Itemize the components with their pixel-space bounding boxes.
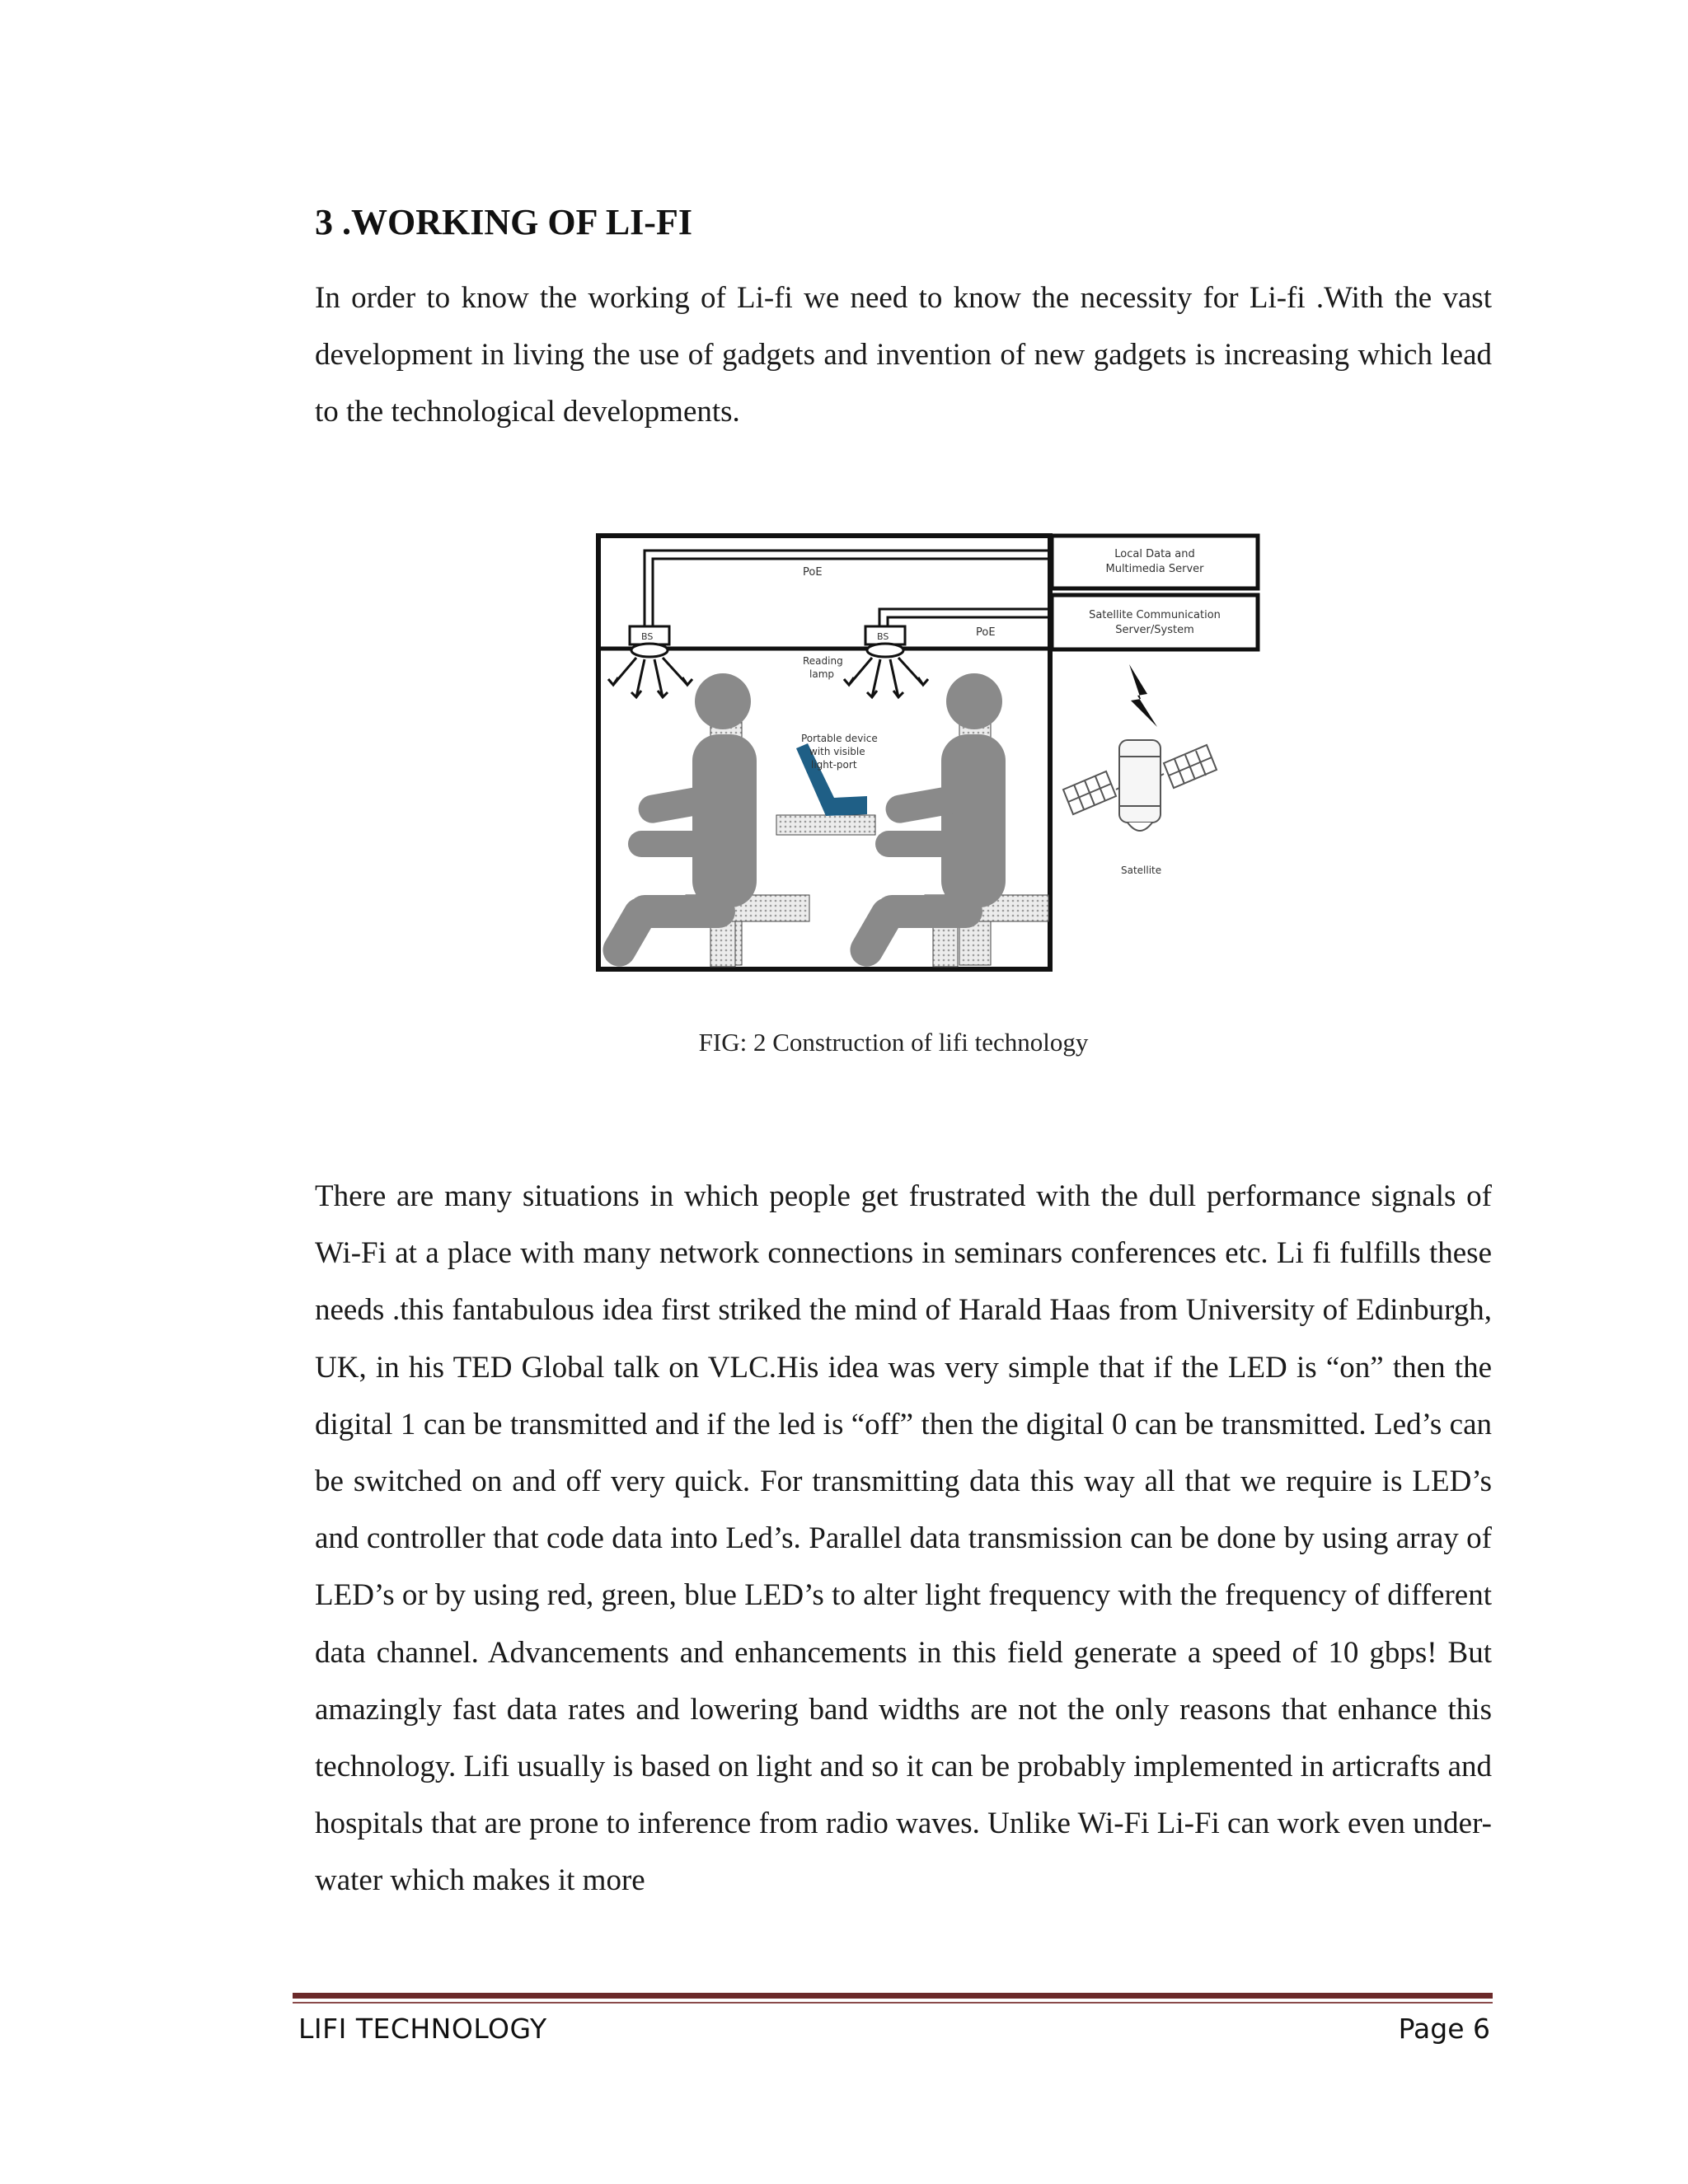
bs-right-label: BS — [877, 631, 889, 642]
satcom-label-2: Server/System — [1115, 624, 1194, 636]
satellite-icon — [1063, 740, 1217, 831]
section-heading: 3 .WORKING OF LI-FI — [315, 202, 692, 242]
satellite-label: Satellite — [1121, 865, 1162, 876]
bs-left-label: BS — [641, 631, 654, 642]
footer-rule-thin — [293, 2002, 1493, 2004]
portable-device-label: Portable device — [801, 733, 878, 744]
reading-lamp-label-2: lamp — [809, 668, 834, 680]
reading-lamp-label: Reading — [803, 655, 843, 667]
intro-paragraph: In order to know the working of Li-fi we need to know the necessity for Li-fi .With the vast development in living the use of gadgets and invention of new gadgets is increasing which lead to the technological developments. — [315, 281, 1492, 429]
body-paragraph: There are many situations in which people get frustrated with the dull performance signals of Wi-Fi at a place with many network connections in seminars conferences etc. Li fi fulfills these needs .this fantabulous idea first striked the mind of Harald Haas from University of Edinburgh, UK, in his TED Global talk on VLC.His idea was very simple that if the LED is “on” then the digital 1 can be transmitted and if the led is “off” then the digital 0 can be transmitted. Led’s can be switched on and off very quick. For transmitting data this way all that we require is LED’s and controller that code data into Led’s. Parallel data transmission can be done by using array of LED’s or by using red, green, blue LED’s to alter light frequency with the frequency of different data channel. Advancements and enhancements in this field generate a speed of 10 gbps! But amazingly fast data rates and lowering band widths are not the only reasons that enhance this technology. Lifi usually is based on light and so it can be probably implemented in articrafts and hospitals that are prone to inference from radio waves. Unlike Wi-Fi Li-Fi can work even under- water which makes it more — [315, 1179, 1492, 1898]
lifi-construction-figure — [595, 532, 1263, 975]
tray-table — [776, 815, 875, 835]
footer-rule — [293, 1993, 1493, 1999]
lifi-diagram — [595, 532, 1263, 975]
poe-top-label: PoE — [803, 566, 823, 579]
local-server-label: Local Data and — [1114, 548, 1195, 560]
page-number: Page 6 — [1398, 2013, 1490, 2045]
satcom-label: Satellite Communication — [1089, 609, 1221, 621]
satellite-comm-server-box — [1052, 595, 1258, 649]
local-data-server-box — [1052, 536, 1258, 588]
portable-device-label-3: light-port — [811, 759, 857, 771]
local-server-label-2: Multimedia Server — [1105, 563, 1204, 575]
poe-right-label: PoE — [976, 626, 996, 639]
signal-bolt-icon — [1129, 664, 1157, 727]
footer-title: LIFI TECHNOLOGY — [298, 2013, 547, 2045]
figure-caption: FIG: 2 Construction of lifi technology — [698, 1028, 1089, 1057]
portable-device-label-2: with visible — [809, 746, 865, 757]
